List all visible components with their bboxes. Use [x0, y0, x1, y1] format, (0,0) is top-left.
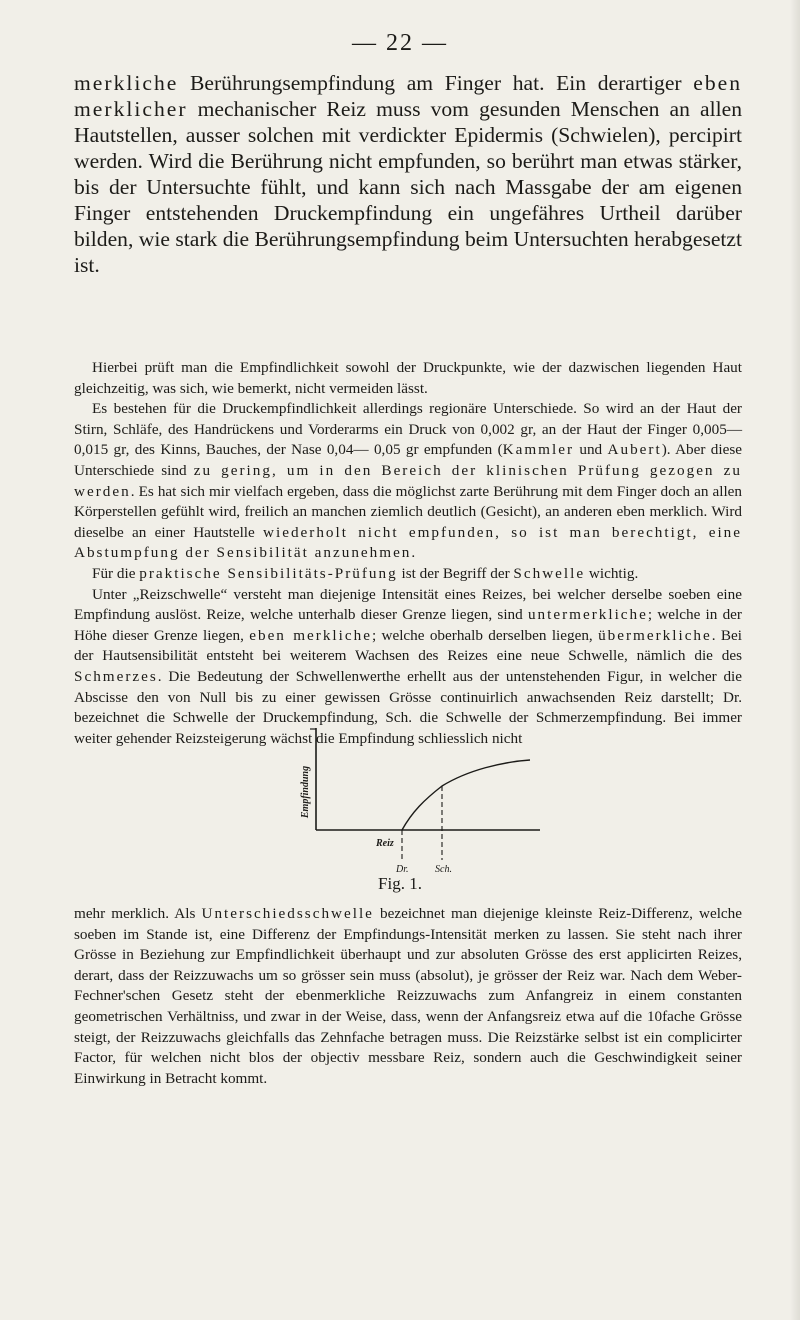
- spaced-emphasis: eben merklicher: [74, 71, 742, 121]
- text-run: ). Aber diese Unterschiede sind: [74, 441, 742, 479]
- paragraph-intro: [74, 70, 742, 278]
- text-run: ; welche in der Höhe dieser Grenze liegen,: [74, 606, 742, 644]
- text-run: bezeichnet man diejenige kleinste Reiz-Differenz, welche soeben im Stande ist, eine Differenz der Empfindungs-Intensität merken zu lassen. Sie steht nach ihrer Grösse in Beziehung zur Empfindlichkeit überhaupt und zur absoluten Grösse des erst applicirten Reizes, derart, dass der Reizzuwachs um so grösser sein muss (absolut), je grösser der Reiz war. Nach dem Weber-Fechner'schen Gesetz steht der ebenmerkliche Reizzuwachs zum Anfangreiz in einem constanten geometrischen Verhältniss, und zwar in der Weise, dass, wenn der Anfangsreiz etwa auf die 10fache Grösse steigt, der Reizzuwachs gleichfalls das Zehnfache betragen muss. Die Reizstärke selbst ist ein complicirter Factor, für welchen nicht blos der objectiv messbare Reiz, sondern auch die Geschwindigkeit seiner Einwirkung in Betracht kommt.: [74, 905, 742, 1087]
- page-number: — 22 —: [352, 30, 448, 56]
- spaced-emphasis: Unterschiedsschwelle: [201, 905, 374, 922]
- text-run: ; welche oberhalb derselben liegen,: [371, 626, 599, 644]
- spaced-emphasis: Schmerzes: [74, 667, 158, 685]
- paragraph-unterschiedsschwelle: [74, 904, 742, 1089]
- text-run: Berührungsempfindung am Finger hat. Ein derartiger: [178, 71, 694, 95]
- paragraph-reizschwelle: [74, 585, 742, 750]
- text-run: Hierbei prüft man die Empfindlichkeit sowohl der Druckpunkte, wie der dazwischen liegenden Haut gleichzeitig, was sich, wie bemerkt, nicht vermeiden lässt.: [74, 359, 742, 397]
- text-run: . Bei der Hautsensibilität entsteht bei weiterem Wachsen des Reizes eine neue Schwelle, nämlich die des: [74, 626, 742, 665]
- figure-caption: Fig. 1.: [378, 874, 422, 893]
- large-body-text: [74, 70, 742, 278]
- spaced-emphasis: Schwelle: [513, 564, 586, 582]
- text-run: mechanischer Reiz muss vom gesunden Menschen an allen Hautstellen, ausser solchen mit verdickter Epidermis (Schwielen), percipirt werden. Wird die Berührung nicht empfunden, so berührt man etwas stärker, bis der Untersuchte fühlt, und kann sich nach Massgabe der am eigenen Finger entstehenden Druckempfindung ein ungefähres Urtheil darüber bilden, wie stark die Berührungsempfindung beim Untersuchten herabgesetzt ist.: [74, 97, 743, 277]
- figure-threshold-diagram: [290, 728, 550, 860]
- paragraph-schwelle: [74, 564, 742, 585]
- text-run: . Die Bedeutung der Schwellenwerthe erhellt aus der untenstehenden Figur, in welcher die Abscisse den von Null bis zu einer gewissen Grösse continuirlich anwachsenden Reiz darstellt; Dr. bezeichnet die Schwelle der Druckempfindung, Sch. die Schwelle der Schmerzempfindung. Bei immer weiter gehender Reizsteigerung wächst die Empfindung schliesslich nicht: [74, 667, 742, 747]
- dr-threshold-label: Dr.: [396, 864, 409, 875]
- spaced-emphasis: Kammler: [502, 441, 575, 459]
- small-body-text-lower: [74, 904, 742, 1089]
- text-run: mehr merklich. Als: [74, 905, 202, 922]
- text-run: ist der Begriff der: [397, 564, 514, 582]
- text-run: Es bestehen für die Druckempfindlichkeit allerdings regionäre Unterschiede. So wird an der Haut der Stirn, Schläfe, des Handrückens und Vorderarms ein Druck von 0,002 gr, an der Haut der Finger 0,005—0,015 gr, des Kinns, Bauches, der Nase 0,04— 0,05 gr empfunden (: [74, 400, 742, 459]
- spaced-emphasis: praktische Sensibilitäts-Prüfung: [139, 564, 398, 582]
- text-run: .: [411, 544, 416, 562]
- spaced-emphasis: eben merkliche: [249, 626, 372, 644]
- paragraph-regionaere-unterschiede: [74, 399, 742, 564]
- sch-threshold-label: Sch.: [435, 864, 452, 875]
- spaced-emphasis: merkliche: [74, 71, 179, 95]
- spaced-emphasis: untermerkliche: [527, 606, 648, 624]
- text-run: Unter „Reizschwelle“ versteht man diejenige Intensität eines Reizes, bei welcher derselbe soeben eine Empfindung auslöst. Reize, welche unterhalb dieser Grenze liegen, sind: [74, 585, 742, 624]
- small-body-text-upper: [74, 358, 742, 749]
- sensation-curve: [402, 760, 530, 830]
- text-run: und: [574, 441, 608, 459]
- x-axis-label: Reiz: [376, 838, 394, 849]
- spaced-emphasis: wiederholt nicht empfunden, so ist man berechtigt, eine Abstumpfung der Sensibilität anzunehmen: [74, 523, 742, 562]
- spaced-emphasis: übermerkliche: [598, 626, 712, 644]
- spaced-emphasis: Aubert: [607, 441, 662, 459]
- text-run: wichtig.: [585, 564, 639, 582]
- y-axis-label: Empfindung: [300, 765, 311, 819]
- spaced-emphasis: zu gering, um in den Bereich der klinischen Prüfung gezogen zu werden: [74, 461, 742, 500]
- page-edge-shadow: [790, 0, 800, 1320]
- text-run: . Es hat sich mir vielfach ergeben, dass die möglichst zarte Berührung mit dem Finger doch an allen Körperstellen gefühlt wird, freilich an manchen ziemlich deutlich (Gesicht), an anderen eben merklich. Wird dieselbe an einer Hautstelle: [74, 482, 742, 541]
- text-run: Für die: [92, 564, 140, 582]
- paragraph-pruefung: [74, 358, 742, 399]
